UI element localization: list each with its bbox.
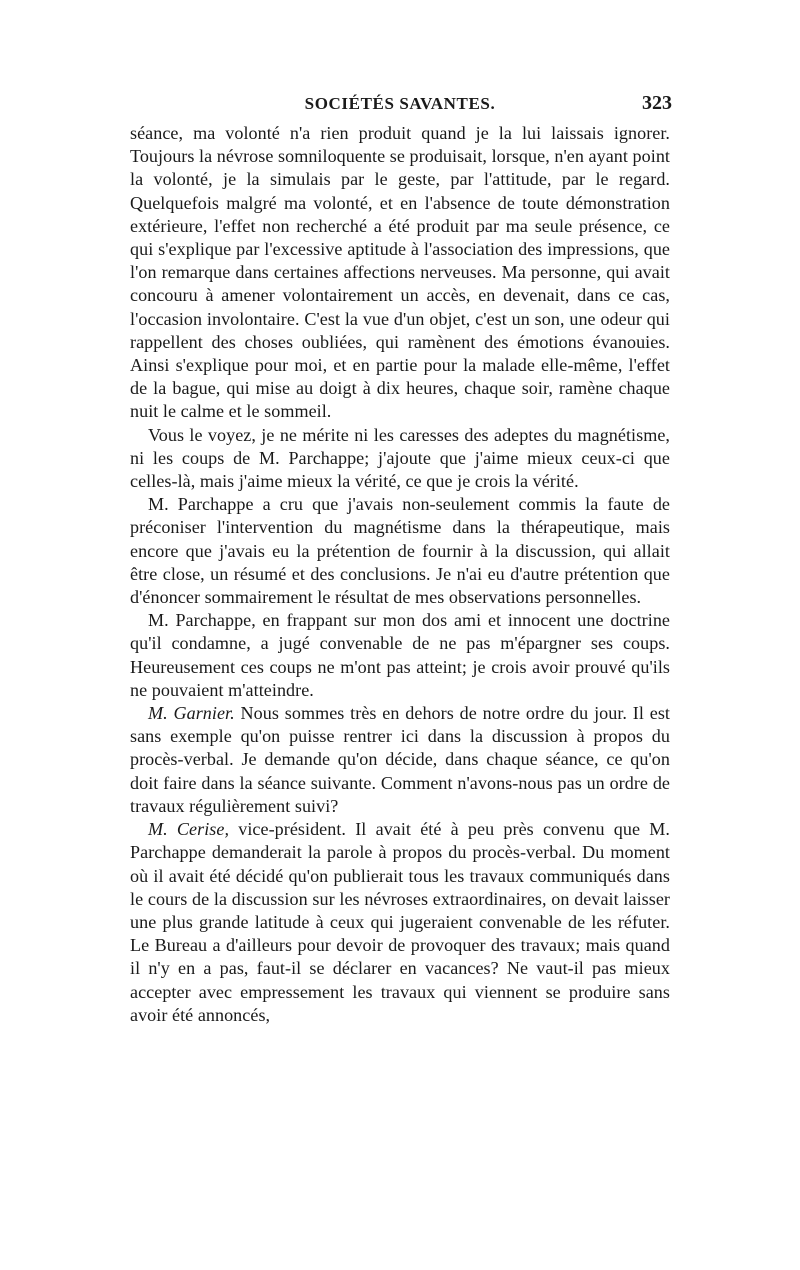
paragraph-text: M. Parchappe a cru que j'avais non-seulement commis la faute de préconiser l'intervention du magnétisme dans la thérapeutique, mais encore que j'avais eu la prétention de fournir à la discussion, qui allait être close, un résumé et des conclusions. Je n'ai eu d'autre prétention que d'énoncer sommairement le résultat de mes observations personnelles. (130, 494, 670, 608)
paragraph (130, 702, 670, 818)
paragraph-text: vice-président. Il avait été à peu près convenu que M. Parchappe demanderait la parole à propos du procès-verbal. Du moment où il avait été décidé qu'on publierait tous les travaux communiqués dans le cours de la discussion sur les névroses extraordinaires, on devait laisser une plus grande latitude à ceux qui jugeraient convenable de les réfuter. Le Bureau a d'ailleurs pour devoir de provoquer des travaux; mais quand il n'y en a pas, faut-il se déclarer en vacances? Ne vaut-il pas mieux accepter avec empressement les travaux qui viennent se produire sans avoir été annoncés, (130, 819, 671, 1025)
page-number: 323 (642, 92, 672, 114)
paragraph (130, 818, 670, 1027)
paragraph (130, 424, 670, 494)
paragraph (130, 493, 670, 609)
paragraph-text: M. Parchappe, en frappant sur mon dos ami et innocent une doctrine qu'il condamne, a jugé convenable de ne pas m'épargner ses coups. Heureusement ces coups ne m'ont pas atteint; je crois avoir prouvé qu'ils ne pouvaient m'atteindre. (130, 610, 670, 700)
running-title: SOCIÉTÉS SAVANTES. (304, 94, 496, 113)
paragraph-continuation (130, 122, 670, 424)
paragraph (130, 609, 670, 702)
running-header (130, 92, 670, 122)
paragraph-text: Vous le voyez, je ne mérite ni les caresses des adeptes du magnétisme, ni les coups de M. Parchappe; j'ajoute que j'aime mieux ceux-ci que celles-là, mais j'aime mieux la vérité, ce que je crois la vérité. (130, 424, 670, 492)
book-page (130, 92, 670, 1027)
speaker-name: M. Cerise, (148, 819, 230, 840)
speaker-name: M. Garnier. (148, 703, 235, 724)
paragraph-text: séance, ma volonté n'a rien produit quand je la lui laissais ignorer. Toujours la névrose somniloquente se produisait, lorsque, n'en ayant point la volonté, je la simulais par le geste, par l'attitude, par le regard. Quelquefois malgré ma volonté, et en l'absence de toute démonstration extérieure, l'effet non recherché a été produit par ma seule présence, ce qui s'explique par l'excessive aptitude à l'association des impressions, que l'on remarque dans certaines affections nerveuses. Ma personne, qui avait concouru à amener volontairement un accès, en devenait, dans ce cas, l'occasion involontaire. C'est la vue d'un objet, c'est un son, une odeur qui rappellent des choses oubliées, qui ramènent des émotions évanouies. Ainsi s'explique pour moi, et en partie pour la malade elle-même, l'effet de la bague, qui mise au doigt à dix heures, chaque soir, ramène chaque nuit le calme et le sommeil. (130, 123, 670, 422)
body-text (130, 122, 670, 1027)
paragraph-text: Nous sommes très en dehors de notre ordre du jour. Il est sans exemple qu'on puisse rentrer ici dans la discussion à propos du procès-verbal. Je demande qu'on décide, dans chaque séance, ce qu'on doit faire dans la séance suivante. Comment n'avons-nous pas un ordre de travaux régulièrement suivi? (130, 703, 671, 816)
